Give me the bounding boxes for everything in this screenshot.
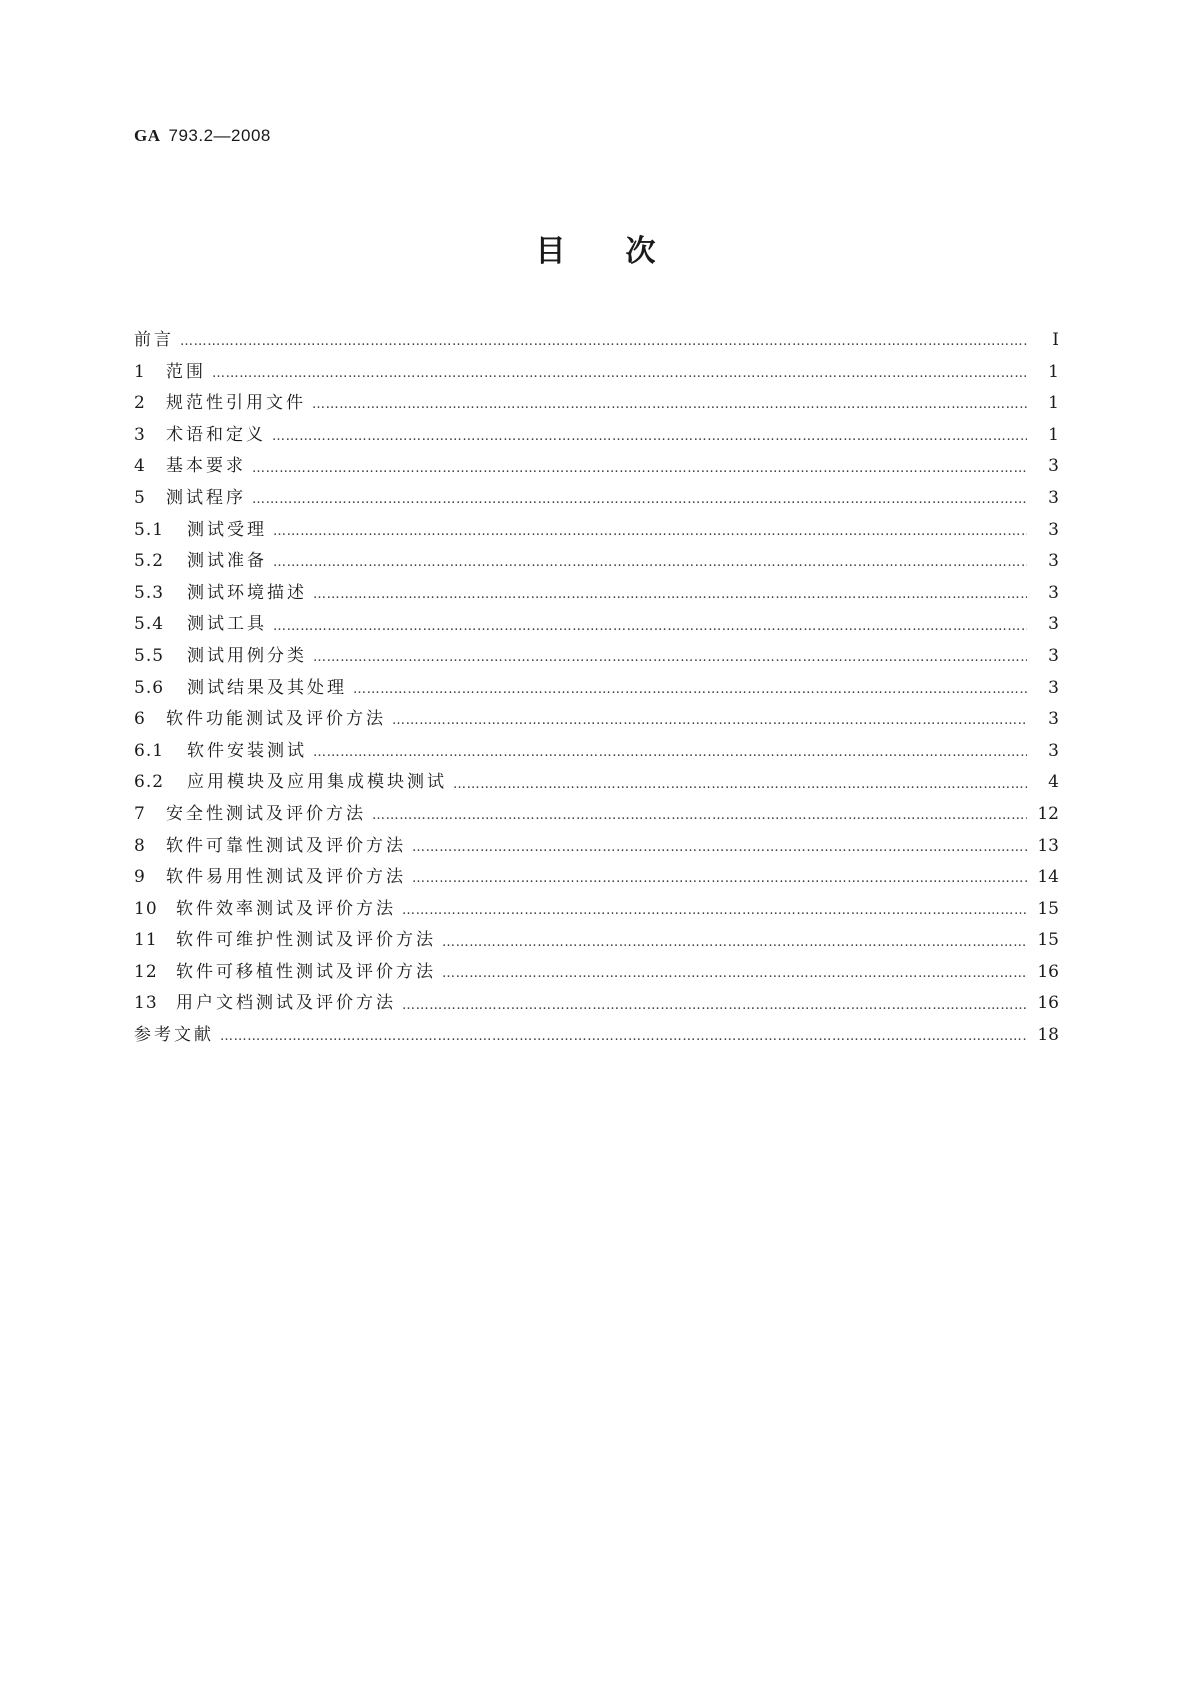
toc-dot-leader	[273, 522, 1027, 539]
toc-entry-page: 3	[1048, 677, 1059, 698]
toc-entry-page: 16	[1037, 993, 1059, 1014]
toc-dot-leader	[412, 869, 1027, 886]
toc-entry-page: 16	[1037, 961, 1059, 982]
toc-entry-title: 测试受理	[187, 519, 267, 540]
toc-dot-leader	[402, 901, 1027, 918]
toc-entry-number: 10	[134, 898, 158, 919]
toc-entry-title: 安全性测试及评价方法	[166, 803, 366, 824]
toc-entry-title: 测试工具	[187, 614, 267, 635]
toc-dot-leader	[412, 838, 1027, 855]
toc-dot-leader	[273, 553, 1027, 570]
page-title	[0, 226, 1191, 270]
toc-dot-leader	[252, 490, 1027, 507]
toc-dot-leader	[220, 1027, 1027, 1044]
toc-entry-page: 3	[1048, 614, 1059, 635]
toc-entry[interactable]	[134, 799, 1059, 831]
toc-entry-title: 测试用例分类	[187, 645, 307, 666]
toc-entry[interactable]	[134, 1020, 1059, 1052]
toc-dot-leader	[273, 617, 1027, 634]
toc-entry-number: 6.1	[134, 740, 165, 761]
toc-entry-number: 5.6	[134, 677, 165, 698]
toc-entry-number: 5.2	[134, 551, 165, 572]
toc-entry[interactable]	[134, 546, 1059, 578]
toc-dot-leader	[392, 711, 1027, 728]
toc-entry-page: 3	[1048, 519, 1059, 540]
toc-entry-page: 3	[1048, 456, 1059, 477]
toc-entry-title: 软件可靠性测试及评价方法	[166, 835, 406, 856]
toc-entry-number: 5.1	[134, 519, 165, 540]
toc-entry-title: 软件易用性测试及评价方法	[166, 867, 406, 888]
toc-dot-leader	[453, 775, 1027, 792]
toc-entry[interactable]	[134, 736, 1059, 768]
toc-entry-page: 3	[1048, 551, 1059, 572]
toc-entry[interactable]	[134, 388, 1059, 420]
toc-entry-number: 5	[134, 487, 146, 508]
toc-entry-number: 9	[134, 867, 146, 888]
toc-entry-page: 1	[1048, 424, 1059, 445]
page-title-char: 目	[535, 234, 626, 269]
toc-entry-title: 软件效率测试及评价方法	[176, 898, 396, 919]
toc-entry-page: 3	[1048, 709, 1059, 730]
toc-entry-title: 基本要求	[166, 456, 246, 477]
toc-entry-title: 参考文献	[134, 1025, 214, 1046]
toc-entry-title: 软件功能测试及评价方法	[166, 709, 386, 730]
toc-entry-number: 3	[134, 424, 146, 445]
toc-entry[interactable]	[134, 862, 1059, 894]
toc-dot-leader	[313, 743, 1027, 760]
toc-entry-page: 15	[1037, 898, 1059, 919]
toc-entry-title: 测试环境描述	[187, 582, 307, 603]
toc-entry[interactable]	[134, 988, 1059, 1020]
standard-code	[134, 126, 271, 146]
toc-entry[interactable]	[134, 641, 1059, 673]
toc-entry-page: 13	[1037, 835, 1059, 856]
toc-entry-page: 18	[1037, 1025, 1059, 1046]
toc-entry-title: 前言	[134, 330, 174, 350]
toc-dot-leader	[252, 459, 1027, 476]
toc-entry-number: 4	[134, 456, 146, 477]
toc-entry-page: 3	[1048, 582, 1059, 603]
toc-entry-number: 6	[134, 709, 146, 730]
toc-entry[interactable]	[134, 957, 1059, 989]
toc-entry-number: 5.3	[134, 582, 165, 603]
toc-entry-title: 软件可移植性测试及评价方法	[176, 961, 436, 982]
toc-entry[interactable]	[134, 325, 1059, 357]
toc-entry-page: Ⅰ	[1052, 330, 1059, 350]
toc-entry-page: 14	[1037, 867, 1059, 888]
toc-entry-page: 12	[1037, 803, 1059, 824]
toc-entry-page: 3	[1048, 487, 1059, 508]
toc-entry[interactable]	[134, 420, 1059, 452]
toc-entry-number: 5.5	[134, 645, 165, 666]
toc-dot-leader	[313, 648, 1027, 665]
toc-dot-leader	[353, 680, 1027, 697]
toc-entry-title: 规范性引用文件	[166, 393, 306, 414]
toc-entry-number: 7	[134, 803, 146, 824]
toc-entry-title: 软件安装测试	[187, 740, 307, 761]
toc-dot-leader	[313, 585, 1027, 602]
toc-entry-title: 测试程序	[166, 487, 246, 508]
toc-entry[interactable]	[134, 673, 1059, 705]
toc-dot-leader	[402, 996, 1027, 1013]
standard-number: 793.2—2008	[168, 126, 271, 145]
toc-dot-leader	[212, 364, 1027, 381]
toc-entry-page: 1	[1048, 393, 1059, 414]
toc-dot-leader	[442, 933, 1027, 950]
toc-entry-title: 范围	[166, 361, 206, 382]
toc-entry-title: 用户文档测试及评价方法	[176, 993, 396, 1014]
toc-entry-number: 2	[134, 393, 146, 414]
toc-entry-title: 应用模块及应用集成模块测试	[187, 772, 447, 793]
toc-entry-page: 3	[1048, 740, 1059, 761]
toc-entry-number: 8	[134, 835, 146, 856]
toc-entry-number: 6.2	[134, 772, 165, 793]
toc-entry-title: 测试准备	[187, 551, 267, 572]
toc-entry-number: 12	[134, 961, 158, 982]
toc-entry[interactable]	[134, 704, 1059, 736]
toc-dot-leader	[180, 332, 1027, 349]
toc-entry-page: 3	[1048, 645, 1059, 666]
toc-entry-number: 5.4	[134, 614, 165, 635]
standard-prefix: GA	[134, 126, 161, 145]
toc-entry-page: 4	[1048, 772, 1059, 793]
toc-entry[interactable]	[134, 925, 1059, 957]
toc-entry-title: 软件可维护性测试及评价方法	[176, 930, 436, 951]
toc-dot-leader	[272, 427, 1027, 444]
toc-dot-leader	[312, 395, 1027, 412]
page-title-char: 次	[625, 234, 716, 269]
toc-entry[interactable]	[134, 767, 1059, 799]
toc-dot-leader	[372, 806, 1027, 823]
toc-dot-leader	[442, 964, 1027, 981]
toc-entry[interactable]	[134, 578, 1059, 610]
toc-entry[interactable]	[134, 451, 1059, 483]
toc-entry-number: 1	[134, 361, 146, 382]
toc-entry[interactable]	[134, 483, 1059, 515]
toc-entry[interactable]	[134, 831, 1059, 863]
table-of-contents	[134, 325, 1059, 1052]
toc-entry[interactable]	[134, 894, 1059, 926]
toc-entry[interactable]	[134, 609, 1059, 641]
toc-entry-title: 测试结果及其处理	[187, 677, 347, 698]
toc-entry[interactable]	[134, 515, 1059, 547]
toc-entry-title: 术语和定义	[166, 424, 266, 445]
toc-entry-page: 1	[1048, 361, 1059, 382]
toc-entry[interactable]	[134, 357, 1059, 389]
toc-entry-number: 11	[134, 930, 158, 951]
toc-entry-page: 15	[1037, 930, 1059, 951]
toc-entry-number: 13	[134, 993, 158, 1014]
